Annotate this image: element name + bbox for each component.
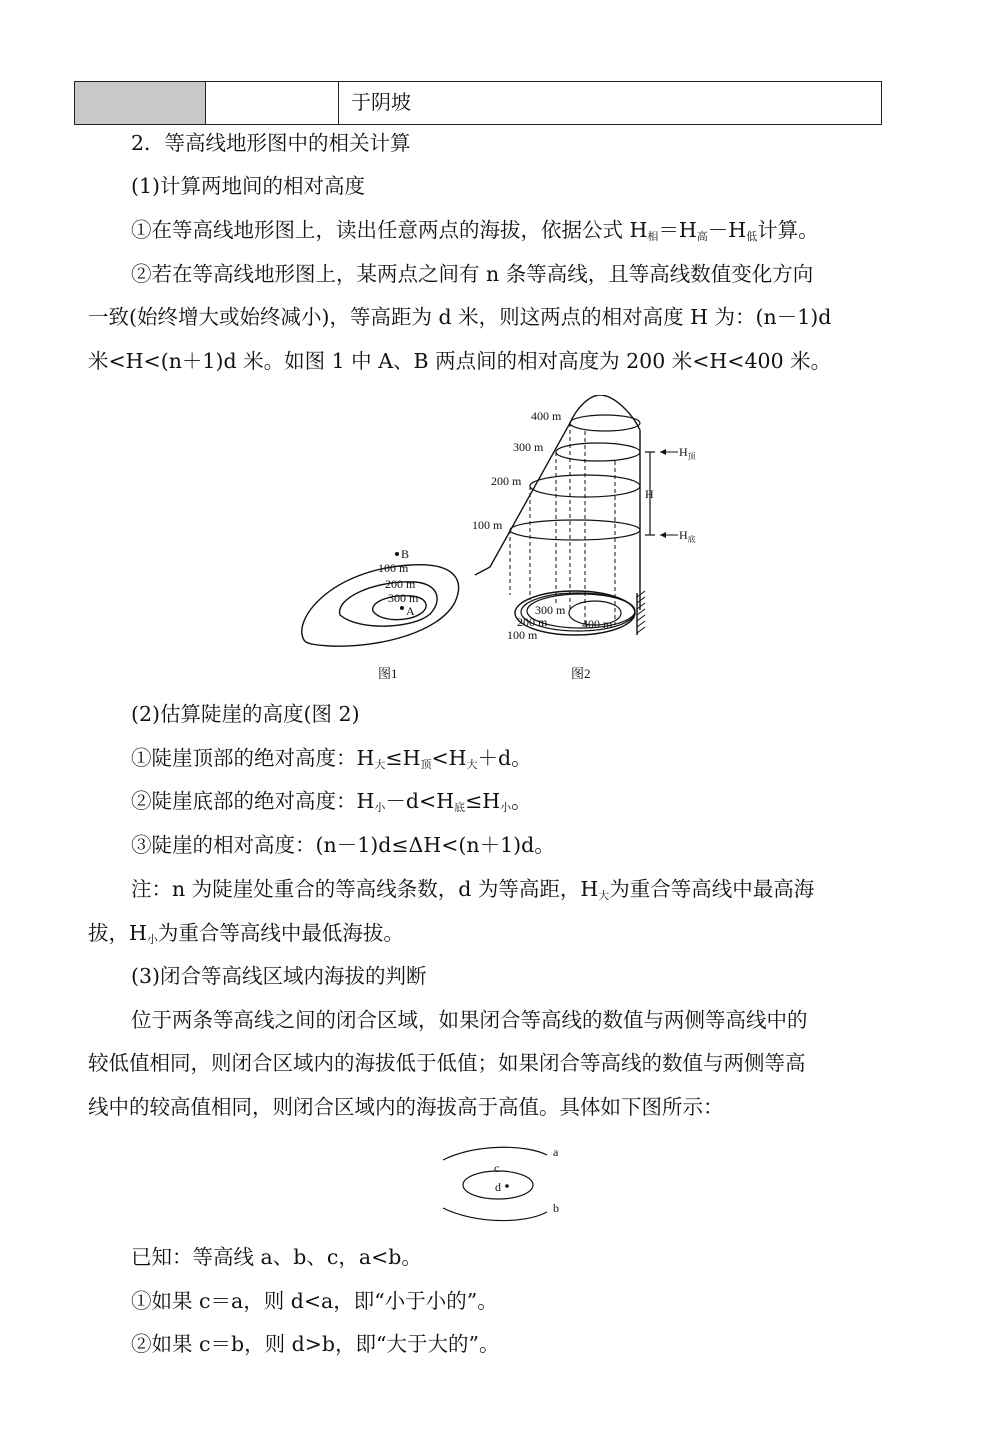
paragraph-line: 较低值相同，则闭合区域内的海拔低于低值；如果闭合等高线的数值与两侧等高 [88, 1051, 806, 1075]
table-cell-shaded [75, 82, 206, 124]
base-label-400m: 400 m [582, 617, 613, 631]
subheading-relative-height: (1)计算两地间的相对高度 [131, 174, 366, 198]
base-label-100m: 100 m [507, 628, 538, 642]
figure-closed-contour [435, 1140, 585, 1225]
table-row [74, 81, 882, 125]
label-h-bottom: $H_底$ [679, 528, 696, 544]
point-a-marker [400, 606, 404, 610]
label-a: A [406, 604, 415, 618]
cross-section-400 [570, 415, 640, 431]
label-a: a [553, 1145, 559, 1159]
figure-1-caption: 图1 [378, 666, 398, 681]
case-2: ②如果 c＝b，则 d>b，即“大于大的”。 [131, 1332, 500, 1356]
formula-relative: ③陡崖的相对高度：(n－1)d≤ΔH<(n＋1)d。 [131, 833, 555, 857]
figure-1-contour-map [290, 540, 490, 690]
note-line-1: 注：n 为陡崖处重合的等高线条数，d 为等高距，H大为重合等高线中最高海 [131, 877, 815, 902]
case-1: ①如果 c＝a，则 d<a，即“小于小的”。 [131, 1289, 498, 1313]
paragraph-line: 米<H<(n＋1)d 米。如图 1 中 A、B 两点间的相对高度为 200 米<H<400 米。 [88, 349, 832, 373]
formula-top: ①陡崖顶部的绝对高度：H大≤H顶<H大＋d。 [131, 746, 532, 771]
paragraph-line: 线中的较高值相同，则闭合区域内的海拔高于高值。具体如下图所示： [88, 1095, 724, 1119]
cross-section-200 [530, 475, 640, 497]
paragraph-line: 一致(始终增大或始终减小)，等高距为 d 米，则这两点的相对高度 H 为：(n－1)d [88, 305, 832, 329]
label-300m: 300 m [388, 591, 419, 605]
point-b-marker [395, 552, 399, 556]
base-label-200m: 200 m [517, 615, 548, 629]
label-b: B [401, 547, 410, 561]
label-h: H [645, 487, 654, 501]
cross-section-300 [556, 443, 640, 461]
figure-2-cliff-diagram [465, 395, 715, 690]
paragraph-formula: ①在等高线地形图上，读出任意两点的海拔，依据公式 H相＝H高－H低计算。 [131, 218, 819, 243]
label-h-top: $H_顶$ [679, 445, 696, 461]
label-100m: 100 m [378, 561, 409, 575]
base-label-300m: 300 m [535, 603, 566, 617]
label-d: d [495, 1180, 501, 1194]
known-line: 已知：等高线 a、b、c，a<b。 [131, 1245, 422, 1269]
note-line-2: 拔，H小为重合等高线中最低海拔。 [88, 921, 404, 946]
section-heading: 2．等高线地形图中的相关计算 [131, 131, 411, 155]
formula-bottom: ②陡崖底部的绝对高度：H小－d<H底≤H小。 [131, 789, 532, 814]
subheading-closed-contour: (3)闭合等高线区域内海拔的判断 [131, 964, 427, 988]
label-b: b [553, 1201, 559, 1215]
label-200m: 200 m [491, 474, 522, 488]
subheading-cliff: (2)估算陡崖的高度(图 2) [131, 702, 360, 726]
label-c: c [494, 1161, 500, 1175]
label-200m: 200 m [385, 577, 416, 591]
paragraph-line: ②若在等高线地形图上，某两点之间有 n 条等高线，且等高线数值变化方向 [131, 262, 814, 286]
label-400m: 400 m [531, 409, 562, 423]
label-100m: 100 m [472, 518, 503, 532]
paragraph-line: 位于两条等高线之间的闭合区域，如果闭合等高线的数值与两侧等高线中的 [131, 1008, 808, 1032]
label-300m: 300 m [513, 440, 544, 454]
figure-2-caption: 图2 [571, 666, 591, 681]
table-cell-text: 于阴坡 [351, 90, 411, 114]
table-cell-empty [206, 82, 339, 124]
